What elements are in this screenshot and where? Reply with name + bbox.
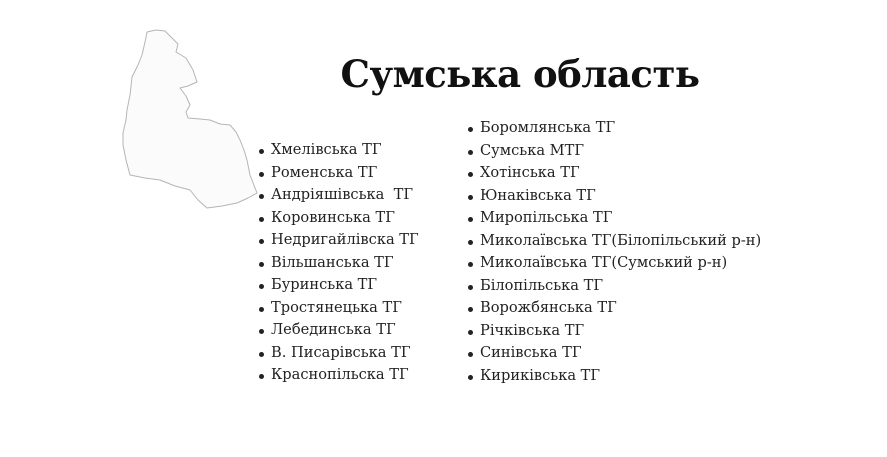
- list-item: Синівська ТГ: [468, 342, 761, 365]
- list-item: Буринська ТГ: [259, 274, 419, 297]
- list-item: Юнаківська ТГ: [468, 185, 761, 208]
- list-item: Тростянецька ТГ: [259, 297, 419, 320]
- list-item: Коровинська ТГ: [259, 207, 419, 230]
- list-item: Кириківська ТГ: [468, 365, 761, 388]
- list-item: Недригайлівска ТГ: [259, 229, 419, 252]
- list-item: Сумська МТГ: [468, 140, 761, 163]
- list-item: Хмелівська ТГ: [259, 139, 419, 162]
- list-item: Ворожбянська ТГ: [468, 297, 761, 320]
- sumy-oblast-map-outline: [0, 0, 300, 230]
- left-community-list: [259, 139, 419, 387]
- list-item: Річківська ТГ: [468, 320, 761, 343]
- list-item: Миколаївська ТГ(Білопільський р-н): [468, 230, 761, 253]
- page-title: Сумська область: [340, 52, 700, 96]
- list-item: Роменська ТГ: [259, 162, 419, 185]
- list-item: Миколаївська ТГ(Сумський р-н): [468, 252, 761, 275]
- list-item: Лебединська ТГ: [259, 319, 419, 342]
- list-item: Вільшанська ТГ: [259, 252, 419, 275]
- list-item: Хотінська ТГ: [468, 162, 761, 185]
- list-item: Боромлянська ТГ: [468, 117, 761, 140]
- list-item: Андріяшівська ТГ: [259, 184, 419, 207]
- list-item: Білопільська ТГ: [468, 275, 761, 298]
- list-item: Краснопільска ТГ: [259, 364, 419, 387]
- right-community-list: [468, 117, 761, 387]
- list-item: В. Писарівська ТГ: [259, 342, 419, 365]
- list-item: Миропільська ТГ: [468, 207, 761, 230]
